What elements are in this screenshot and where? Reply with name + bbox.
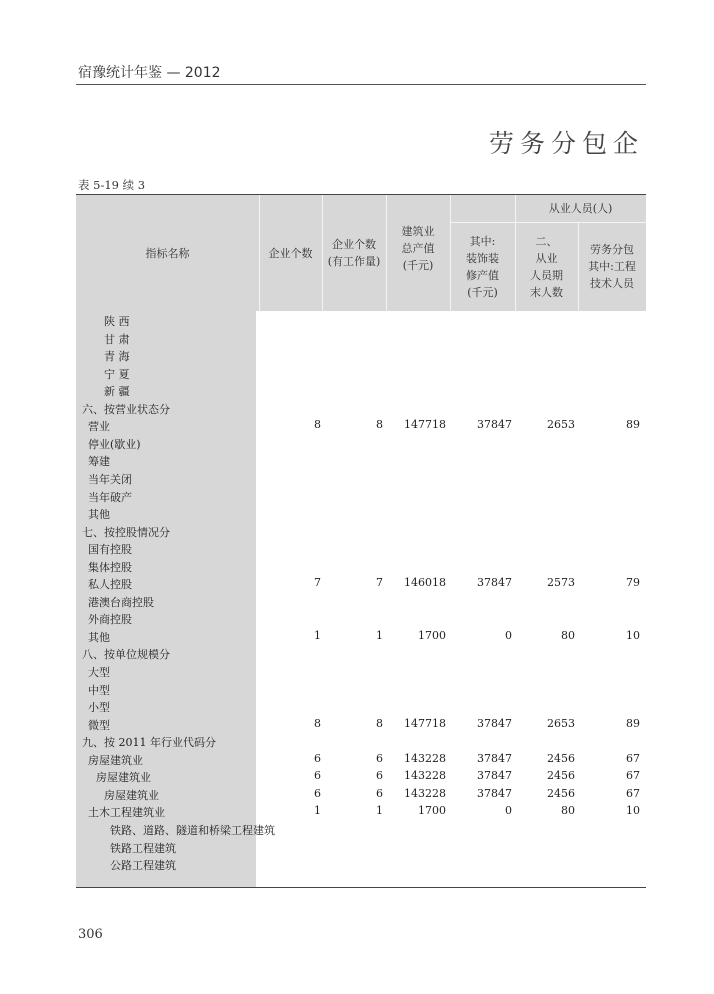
header-employees-end: 二、 从业 人员期 末人数 xyxy=(530,234,563,299)
table-row xyxy=(76,803,646,821)
row-label: 当年破产 xyxy=(88,490,132,504)
table-row xyxy=(76,400,646,418)
row-label: 宁 夏 xyxy=(104,367,130,381)
cell-value: 6 xyxy=(314,769,321,783)
cell-value: 89 xyxy=(626,418,640,432)
row-label: 七、按控股情况分 xyxy=(82,525,170,539)
table-row xyxy=(76,558,646,576)
cell-value: 143228 xyxy=(404,786,446,800)
cell-value: 143228 xyxy=(404,769,446,783)
header-employees-group: 从业人员(人) xyxy=(548,202,613,215)
cell-value: 10 xyxy=(626,628,640,642)
cell-value: 143228 xyxy=(404,751,446,765)
row-label: 陕 西 xyxy=(104,315,130,328)
header-rule xyxy=(76,84,646,85)
header-construction-output: 建筑业 总产值 (千元) xyxy=(401,225,435,272)
cell-value: 80 xyxy=(561,628,575,642)
row-label: 港澳台商控股 xyxy=(88,595,154,609)
row-label: 其他 xyxy=(88,630,110,644)
row-label: 铁路、道路、隧道和桥梁工程建筑 xyxy=(110,823,275,837)
row-label: 私人控股 xyxy=(88,578,132,592)
row-label: 九、按 2011 年行业代码分 xyxy=(82,736,216,750)
row-label: 房屋建筑业 xyxy=(96,771,151,785)
cell-value: 37847 xyxy=(477,786,512,800)
row-label: 筹建 xyxy=(88,455,110,469)
table-row xyxy=(76,786,646,804)
table-row xyxy=(76,593,646,611)
table-row xyxy=(76,751,646,769)
table-row xyxy=(76,610,646,628)
cell-value: 2653 xyxy=(547,418,575,432)
cell-value: 2653 xyxy=(547,716,575,730)
row-label: 小型 xyxy=(88,701,110,715)
table-row xyxy=(76,435,646,453)
table-row xyxy=(76,470,646,488)
table-row xyxy=(76,452,646,470)
cell-value: 6 xyxy=(376,786,383,800)
chapter-title: 劳务分包企 xyxy=(488,129,644,158)
row-label: 其他 xyxy=(88,508,110,522)
cell-value: 6 xyxy=(314,751,321,765)
table-row xyxy=(76,540,646,558)
table-row xyxy=(76,505,646,523)
cell-value: 1 xyxy=(376,628,383,642)
row-label: 房屋建筑业 xyxy=(104,788,159,802)
cell-value: 0 xyxy=(505,628,512,642)
cell-value: 67 xyxy=(626,769,640,783)
page-number: 306 xyxy=(78,927,103,942)
cell-value: 67 xyxy=(626,786,640,800)
cell-value: 67 xyxy=(626,751,640,765)
table-row xyxy=(76,628,646,646)
cell-value: 6 xyxy=(376,751,383,765)
table-row xyxy=(76,382,646,400)
running-header: 宿豫统计年鉴 — 2012 xyxy=(78,65,221,81)
header-enterprise-count-active: 企业个数 (有工作量) xyxy=(327,238,381,268)
cell-value: 147718 xyxy=(404,716,446,730)
row-label: 房屋建筑业 xyxy=(88,753,143,767)
cell-value: 79 xyxy=(626,576,640,590)
table-row xyxy=(76,856,646,874)
row-label: 新 疆 xyxy=(104,385,130,399)
cell-value: 2456 xyxy=(547,769,575,783)
cell-value: 6 xyxy=(376,769,383,783)
table-row xyxy=(76,839,646,857)
table-row xyxy=(76,698,646,716)
row-label: 外商控股 xyxy=(88,613,132,627)
cell-value: 7 xyxy=(314,576,321,590)
table-row xyxy=(76,347,646,365)
row-label: 中型 xyxy=(88,683,110,697)
cell-value: 147718 xyxy=(404,418,446,432)
header-enterprise-count: 企业个数 xyxy=(268,246,313,260)
row-label: 土木工程建筑业 xyxy=(88,806,165,820)
row-label: 大型 xyxy=(88,666,110,679)
table-row xyxy=(76,417,646,435)
cell-value: 8 xyxy=(314,716,321,730)
cell-value: 1700 xyxy=(418,628,446,642)
table-row xyxy=(76,681,646,699)
cell-value: 37847 xyxy=(477,751,512,765)
row-label: 公路工程建筑 xyxy=(110,859,176,873)
table-row xyxy=(76,663,646,681)
table-row xyxy=(76,312,646,330)
cell-value: 37847 xyxy=(477,418,512,432)
table-row xyxy=(76,523,646,541)
cell-value: 2456 xyxy=(547,751,575,765)
row-label: 甘 肃 xyxy=(104,332,130,346)
cell-value: 37847 xyxy=(477,769,512,783)
table-row xyxy=(76,488,646,506)
cell-value: 1 xyxy=(314,628,321,642)
row-label: 当年关闭 xyxy=(88,472,132,486)
row-label: 集体控股 xyxy=(88,560,132,574)
cell-value: 80 xyxy=(561,804,575,818)
cell-value: 1700 xyxy=(418,804,446,818)
cell-value: 146018 xyxy=(404,576,446,590)
cell-value: 8 xyxy=(376,716,383,730)
table-row xyxy=(76,821,646,839)
row-label: 青 海 xyxy=(104,350,130,364)
cell-value: 37847 xyxy=(477,716,512,730)
row-label: 国有控股 xyxy=(88,543,132,557)
cell-value: 0 xyxy=(505,804,512,818)
row-label: 营业 xyxy=(88,420,110,434)
cell-value: 1 xyxy=(314,804,321,818)
cell-value: 8 xyxy=(376,418,383,432)
table-row xyxy=(76,733,646,751)
table-row xyxy=(76,330,646,348)
header-labor-technicians: 劳务分包 其中:工程 技术人员 xyxy=(588,243,636,290)
row-label: 铁路工程建筑 xyxy=(110,841,176,855)
row-label: 六、按营业状态分 xyxy=(82,402,170,416)
cell-value: 89 xyxy=(626,716,640,730)
cell-value: 8 xyxy=(314,418,321,432)
header-indicator-name: 指标名称 xyxy=(145,246,190,260)
cell-value: 37847 xyxy=(477,576,512,590)
cell-value: 1 xyxy=(376,804,383,818)
cell-value: 7 xyxy=(376,576,383,590)
table-caption: 表 5-19 续 3 xyxy=(78,178,146,192)
cell-value: 2573 xyxy=(547,576,575,590)
table-row xyxy=(76,575,646,593)
cell-value: 6 xyxy=(314,786,321,800)
header-decoration-output: 其中: 装饰装 修产值 (千元) xyxy=(466,234,499,299)
table-row xyxy=(76,365,646,383)
row-label: 微型 xyxy=(88,718,110,732)
table-row xyxy=(76,768,646,786)
cell-value: 10 xyxy=(626,804,640,818)
row-label: 停业(歇业) xyxy=(88,437,141,451)
table-row xyxy=(76,716,646,734)
row-label: 八、按单位规模分 xyxy=(82,648,170,662)
cell-value: 2456 xyxy=(547,786,575,800)
table-row xyxy=(76,645,646,663)
table-bottom-rule xyxy=(76,887,646,888)
